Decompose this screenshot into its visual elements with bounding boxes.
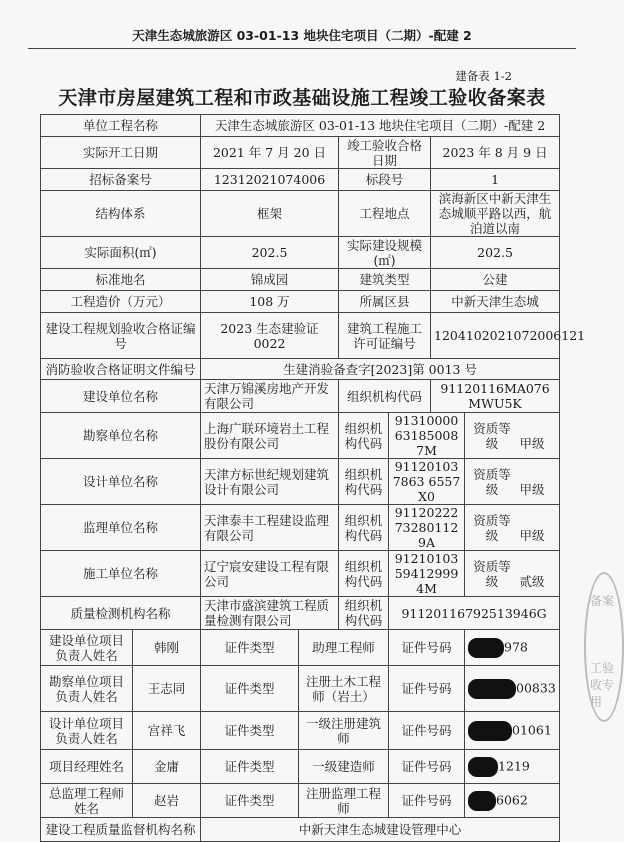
supervise-unit-name: 天津泰丰工程建设监理有限公司	[201, 505, 339, 551]
testing-unit-code: 91120116792513946G	[389, 597, 560, 630]
cert-type-label: 证件类型	[201, 666, 299, 712]
row-landmark	[41, 269, 560, 291]
grade-value: 甲级	[519, 527, 545, 543]
cost-label: 工程造价（万元）	[41, 291, 201, 313]
person-row	[41, 784, 560, 818]
start-date-label: 实际开工日期	[41, 137, 201, 169]
fire-value: 生建消验备查字[2023]第 0013 号	[201, 359, 560, 380]
cert-type-value: 注册监理工程师	[299, 784, 389, 818]
tender-no-label: 招标备案号	[41, 169, 201, 191]
row-cost	[41, 291, 560, 313]
survey-unit-grade	[465, 413, 560, 459]
person-role: 项目经理姓名	[41, 750, 133, 784]
building-type-value: 公建	[431, 269, 560, 291]
stamp-text-bottom: 工验收专用	[590, 661, 615, 709]
unit-project-label: 单位工程名称	[41, 115, 201, 137]
grade-value: 贰级	[519, 573, 545, 589]
person-name: 赵岩	[133, 784, 201, 818]
location-label: 工程地点	[339, 191, 431, 237]
plan-cert-label: 建设工程规划验收合格证编号	[41, 313, 201, 359]
tender-no-value: 12312021074006	[201, 169, 339, 191]
row-build-unit	[41, 380, 560, 413]
person-role: 勘察单位项目负责人姓名	[41, 666, 133, 712]
org-code-label: 组织机构代码	[339, 413, 389, 459]
cert-type-value: 注册土木工程师（岩土）	[299, 666, 389, 712]
testing-unit-name: 天津市盛滨建筑工程质量检测有限公司	[201, 597, 339, 630]
cert-type-label: 证件类型	[201, 784, 299, 818]
supervision-value: 中新天津生态城建设管理中心	[201, 818, 560, 842]
build-unit-name: 天津万锦溪房地产开发有限公司	[201, 380, 339, 413]
qual-label: 资质等级	[473, 558, 511, 589]
cert-no-tail: 00833	[516, 680, 556, 695]
build-scale-value: 202.5	[431, 237, 560, 269]
redaction-mark	[468, 757, 498, 777]
row-testing-unit	[41, 597, 560, 630]
cert-no-value	[465, 666, 560, 712]
person-name: 金庸	[133, 750, 201, 784]
cert-type-label: 证件类型	[201, 750, 299, 784]
actual-area-value: 202.5	[201, 237, 339, 269]
seal-stamp	[584, 572, 624, 722]
supervise-unit-grade	[465, 505, 560, 551]
supervise-unit-label: 监理单位名称	[41, 505, 201, 551]
design-unit-label: 设计单位名称	[41, 459, 201, 505]
permit-value: 1204102021072006121	[431, 313, 560, 359]
record-table	[40, 114, 586, 842]
person-role: 总监理工程师姓名	[41, 784, 133, 818]
cert-no-label: 证件号码	[389, 712, 465, 750]
cert-no-value	[465, 750, 560, 784]
redaction-mark	[468, 791, 496, 811]
fire-label: 消防验收合格证明文件编号	[41, 359, 201, 380]
cost-value: 108 万	[201, 291, 339, 313]
cert-no-label: 证件号码	[389, 784, 465, 818]
row-supervise-unit	[41, 505, 560, 551]
supervise-unit-code: 91120222732801129A	[389, 505, 465, 551]
person-row	[41, 630, 560, 666]
permit-label: 建筑工程施工许可证编号	[339, 313, 431, 359]
grade-value: 甲级	[519, 435, 545, 451]
accept-date-value: 2023 年 8 月 9 日	[431, 137, 560, 169]
redaction-mark	[468, 721, 512, 741]
row-construct-unit	[41, 551, 560, 597]
person-row	[41, 750, 560, 784]
start-date-value: 2021 年 7 月 20 日	[201, 137, 339, 169]
person-role: 设计单位项目负责人姓名	[41, 712, 133, 750]
qual-label: 资质等级	[473, 512, 511, 543]
cert-type-value: 一级注册建筑师	[299, 712, 389, 750]
cert-no-tail: 6062	[496, 792, 528, 807]
person-role: 建设单位项目负责人姓名	[41, 630, 133, 666]
cert-no-value	[465, 784, 560, 818]
section-label: 标段号	[339, 169, 431, 191]
stamp-text-top: 备案	[590, 594, 615, 608]
cert-no-value	[465, 712, 560, 750]
page-header: 天津生态城旅游区 03-01-13 地块住宅项目（二期）-配建 2	[132, 28, 472, 43]
cert-no-value	[465, 630, 560, 666]
person-row	[41, 666, 560, 712]
redaction-mark	[468, 679, 516, 699]
row-survey-unit	[41, 413, 560, 459]
testing-unit-label: 质量检测机构名称	[41, 597, 201, 630]
org-code-label: 组织机构代码	[339, 597, 389, 630]
cert-no-label: 证件号码	[389, 630, 465, 666]
construct-unit-label: 施工单位名称	[41, 551, 201, 597]
location-value: 滨海新区中新天津生态城顺平路以西，航泊道以南	[431, 191, 560, 237]
qual-label: 资质等级	[473, 420, 511, 451]
design-unit-code: 911201037863 6557X0	[389, 459, 465, 505]
build-unit-code: 91120116MA076MWU5K	[431, 380, 560, 413]
plan-cert-value: 2023 生态建验证 0022	[201, 313, 339, 359]
survey-unit-name: 上海广联环境岩土工程股份有限公司	[201, 413, 339, 459]
landmark-value: 锦成园	[201, 269, 339, 291]
actual-area-label: 实际面积(㎡)	[41, 237, 201, 269]
cert-type-label: 证件类型	[201, 712, 299, 750]
cert-no-tail: 978	[504, 639, 528, 654]
document-title: 天津市房屋建筑工程和市政基础设施工程竣工验收备案表	[58, 87, 546, 109]
header-divider	[28, 48, 576, 49]
structure-value: 框架	[201, 191, 339, 237]
district-label: 所属区县	[339, 291, 431, 313]
design-unit-grade	[465, 459, 560, 505]
cert-type-value: 一级建造师	[299, 750, 389, 784]
landmark-label: 标准地名	[41, 269, 201, 291]
person-name: 宫祥飞	[133, 712, 201, 750]
org-code-label: 组织机构代码	[339, 380, 431, 413]
form-number: 建备表 1-2	[455, 69, 512, 83]
cert-no-label: 证件号码	[389, 666, 465, 712]
build-scale-label: 实际建设规模(㎡)	[339, 237, 431, 269]
structure-label: 结构体系	[41, 191, 201, 237]
unit-project-value: 天津生态城旅游区 03-01-13 地块住宅项目（二期）-配建 2	[201, 115, 560, 137]
row-dates	[41, 137, 560, 169]
survey-unit-code: 91310000631850087M	[389, 413, 465, 459]
row-design-unit	[41, 459, 560, 505]
district-value: 中新天津生态城	[431, 291, 560, 313]
building-type-label: 建筑类型	[339, 269, 431, 291]
row-unit-project	[41, 115, 560, 137]
org-code-label: 组织机构代码	[339, 459, 389, 505]
construct-unit-code: 91210103594129994M	[389, 551, 465, 597]
row-plan-cert	[41, 313, 560, 359]
person-name: 韩刚	[133, 630, 201, 666]
row-supervision-agency	[41, 818, 560, 842]
person-name: 王志同	[133, 666, 201, 712]
build-unit-label: 建设单位名称	[41, 380, 201, 413]
org-code-label: 组织机构代码	[339, 505, 389, 551]
construct-unit-name: 辽宁宸安建设工程有限公司	[201, 551, 339, 597]
cert-type-label: 证件类型	[201, 630, 299, 666]
cert-no-tail: 1219	[498, 758, 530, 773]
cert-no-tail: 01061	[512, 722, 552, 737]
survey-unit-label: 勘察单位名称	[41, 413, 201, 459]
person-row	[41, 712, 560, 750]
supervision-label: 建设工程质量监督机构名称	[41, 818, 201, 842]
cert-no-label: 证件号码	[389, 750, 465, 784]
row-tender	[41, 169, 560, 191]
row-structure	[41, 191, 560, 237]
construct-unit-grade	[465, 551, 560, 597]
cert-type-value: 助理工程师	[299, 630, 389, 666]
row-area	[41, 237, 560, 269]
row-fire	[41, 359, 560, 380]
accept-date-label: 竣工验收合格日期	[339, 137, 431, 169]
qual-label: 资质等级	[473, 466, 511, 497]
grade-value: 甲级	[519, 481, 545, 497]
section-value: 1	[431, 169, 560, 191]
org-code-label: 组织机构代码	[339, 551, 389, 597]
redaction-mark	[468, 638, 504, 658]
design-unit-name: 天津方标世纪规划建筑设计有限公司	[201, 459, 339, 505]
